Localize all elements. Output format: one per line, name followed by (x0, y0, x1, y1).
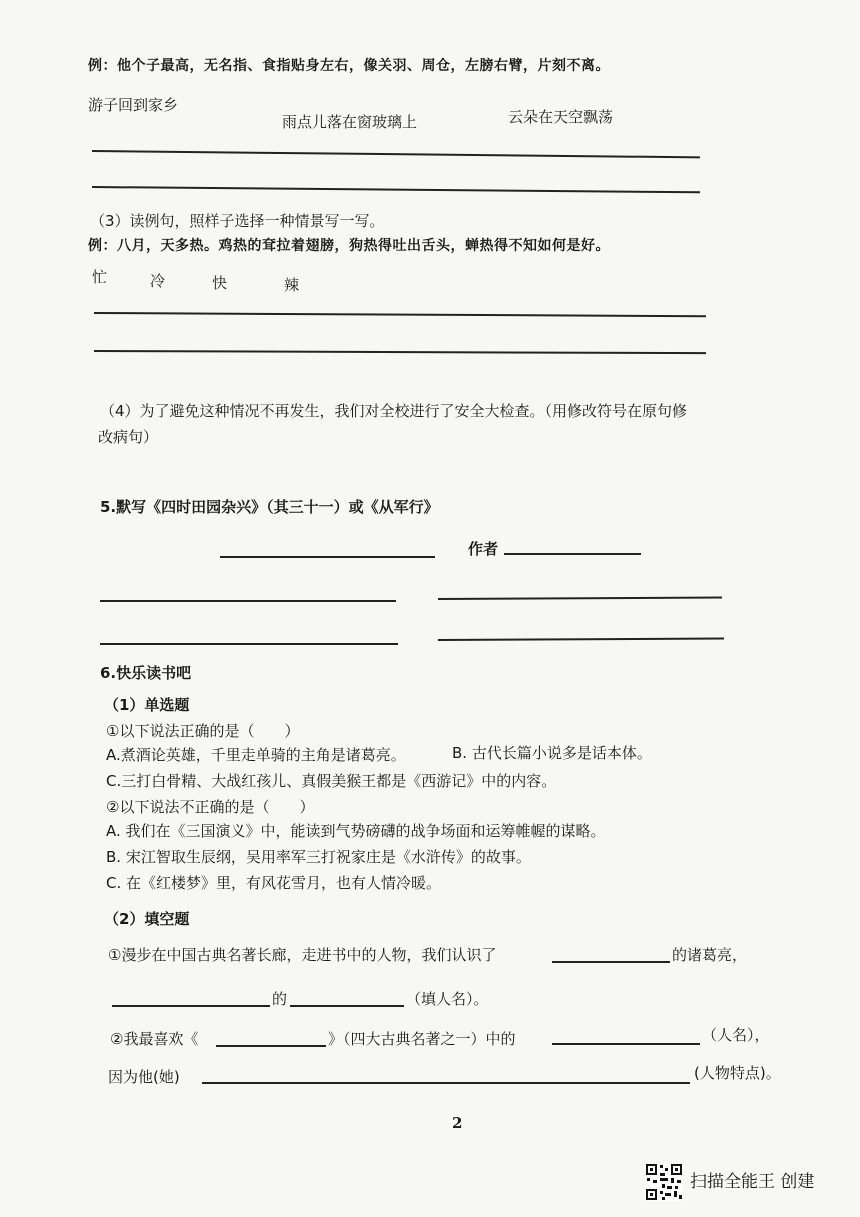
page-number: 2 (452, 1114, 463, 1132)
section-5-title: 5.默写《四时田园杂兴》（其三十一）或《从军行》 (100, 498, 439, 516)
author-blank[interactable] (504, 553, 641, 555)
fill-1-text-c: 的 (272, 990, 288, 1008)
poem-line-blank[interactable] (100, 600, 396, 602)
fill-2-text-a: ②我最喜欢《 (110, 1030, 199, 1048)
option-word: 快 (212, 274, 228, 292)
scanner-watermark: 扫描全能王 创建 (690, 1172, 815, 1192)
question-3-instruction: （3）读例句，照样子选择一种情景写一写。 (90, 212, 385, 230)
answer-line[interactable] (92, 150, 700, 158)
answer-line[interactable] (94, 350, 706, 354)
option-word: 冷 (150, 272, 166, 290)
question-4-line-1: （4）为了避免这种情况不再发生，我们对全校进行了安全大检查。（用修改符号在原句修 (100, 402, 688, 420)
q1-option-b: B. 古代长篇小说多是话本体。 (452, 744, 652, 762)
section-6-title: 6.快乐读书吧 (100, 664, 192, 682)
question-6-2: ②以下说法不正确的是（ ） (106, 798, 315, 816)
poem-title-blank[interactable] (220, 556, 435, 558)
fill-1-text-b: 的诸葛亮， (672, 946, 748, 964)
answer-line[interactable] (94, 312, 706, 317)
author-label: 作者 (468, 540, 499, 558)
topic-3: 云朵在天空飘荡 (508, 108, 614, 126)
single-choice-heading: （1）单选题 (104, 696, 190, 714)
fill-1-text-d: （填人名）。 (406, 990, 489, 1008)
topic-1: 游子回到家乡 (88, 96, 179, 114)
character-name-blank[interactable] (552, 1043, 700, 1045)
q1-option-c: C.三打白骨精、大战红孩儿、真假美猴王都是《西游记》中的内容。 (106, 772, 557, 790)
q2-option-c: C. 在《红楼梦》里，有风花雪月，也有人情冷暖。 (106, 874, 442, 892)
fill-blank-heading: （2）填空题 (104, 910, 190, 928)
option-word: 辣 (284, 276, 300, 294)
fill-2-text-b: 》（四大古典名著之一）中的 (328, 1030, 516, 1048)
book-name-blank[interactable] (216, 1045, 326, 1047)
example-sentence-2: 例：他个子最高，无名指、食指贴身左右，像关羽、周仓，左膀右臂，片刻不离。 (88, 58, 610, 74)
fill-blank[interactable] (290, 1005, 404, 1007)
option-word: 忙 (92, 268, 108, 286)
poem-line-blank[interactable] (438, 638, 724, 641)
question-4-line-2: 改病句） (98, 428, 159, 446)
poem-line-blank[interactable] (100, 643, 398, 645)
q2-option-b: B. 宋江智取生辰纲，吴用率军三打祝家庄是《水浒传》的故事。 (106, 848, 531, 866)
q1-option-a: A.煮酒论英雄，千里走单骑的主角是诸葛亮。 (106, 746, 406, 764)
fill-2-text-e: (人物特点)。 (694, 1064, 781, 1082)
q2-option-a: A. 我们在《三国演义》中，能读到气势磅礴的战争场面和运筹帷幄的谋略。 (106, 822, 606, 840)
fill-blank[interactable] (112, 1005, 270, 1007)
qr-code-icon (645, 1163, 683, 1201)
topic-2: 雨点儿落在窗玻璃上 (282, 113, 418, 131)
fill-1-text-a: ①漫步在中国古典名著长廊，走进书中的人物，我们认识了 (108, 946, 497, 964)
answer-line[interactable] (92, 186, 700, 193)
example-sentence-3: 例：八月，天多热。鸡热的耷拉着翅膀，狗热得吐出舌头，蝉热得不知如何是好。 (88, 238, 610, 254)
fill-2-text-d: 因为他(她) (108, 1068, 180, 1086)
fill-blank[interactable] (552, 961, 670, 963)
character-trait-blank[interactable] (202, 1082, 690, 1084)
poem-line-blank[interactable] (438, 597, 722, 600)
question-6-1: ①以下说法正确的是（ ） (106, 722, 300, 740)
fill-2-text-c: （人名）， (702, 1026, 770, 1044)
